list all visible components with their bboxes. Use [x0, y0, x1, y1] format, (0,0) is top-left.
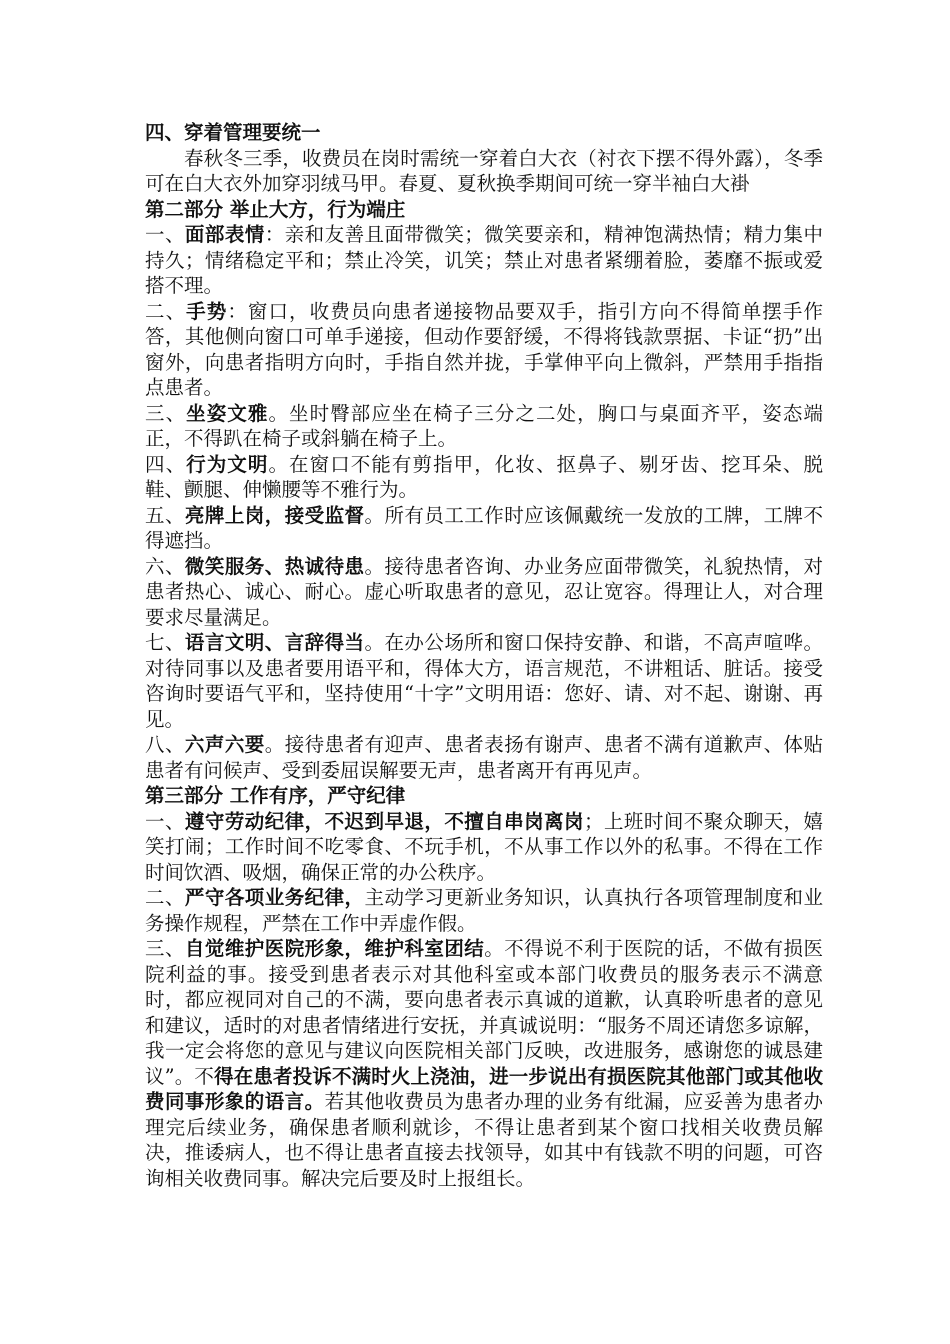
item-text-continued: 若其他收费员为患者办理的业务有纰漏，应妥善为患者办理完后续业务，确保患者顺利就诊，不得让患者到某个窗口找相关收费员解决，推诿病人，也不得让患者直接去找领导，如其中有钱款不明的问题，可咨询相关收费同事。解决完后要及时上报组长。 — [145, 1090, 823, 1190]
item-number: 一、 — [145, 809, 185, 833]
part-2-item-8 — [145, 732, 823, 783]
item-text: 。在窗口不能有剪指甲，化妆、抠鼻子、剔牙齿、挖耳朵、脱鞋、颤腿、伸懒腰等不雅行为。 — [145, 452, 823, 501]
item-text: 。坐时臀部应坐在椅子三分之二处，胸口与桌面齐平，姿态端正，不得趴在椅子或斜躺在椅子上。 — [145, 401, 823, 450]
item-bold-title: 严守各项业务纪律， — [184, 886, 365, 909]
item-bold-title: 亮牌上岗，接受监督 — [184, 503, 365, 527]
part-2-item-3 — [145, 401, 823, 452]
item-number: 五、 — [145, 503, 185, 527]
item-number: 六、 — [145, 554, 185, 578]
document-page — [145, 120, 823, 1191]
part-2-title: 第二部分 举止大方，行为端庄 — [145, 197, 406, 221]
part-2-item-1 — [145, 222, 823, 299]
item-number: 七、 — [145, 631, 185, 654]
item-text: ；上班时间不聚众聊天，嬉笑打闹；工作时间不吃零食、不玩手机，不从事工作以外的私事。不得在工作时间饮酒、吸烟，确保正常的办公秩序。 — [145, 809, 823, 884]
item-number: 三、 — [145, 401, 187, 425]
section-4-body: 春秋冬三季，收费员在岗时需统一穿着白大衣（衬衣下摆不得外露），冬季可在白大衣外加穿羽绒马甲。春夏、夏秋换季期间可统一穿半袖白大褂 — [145, 146, 823, 195]
part-2-item-5 — [145, 503, 823, 554]
item-bold-title: 微笑服务、热诚待患 — [184, 554, 365, 578]
item-bold-title: 语言文明、言辞得当 — [184, 631, 365, 654]
part-3-item-1 — [145, 809, 823, 886]
item-bold-title: 自觉维护医院形象，维护科室团结 — [184, 937, 485, 960]
item-text: 。不得说不利于医院的话，不做有损医院利益的事。接受到患者表示对其他科室或本部门收费员的服务表示不满意时，都应视同对自己的不满，要向患者表示真诚的道歉，认真聆听患者的意见和建议，适时的对患者情绪进行安抚，并真诚说明：“服务不周还请您多谅解，我一定会将您的意见与建议向医院相关部门反映，改进服务，感谢您的诚恳建议”。不 — [145, 937, 823, 1088]
item-text: 。所有员工工作时应该佩戴统一发放的工牌，工牌不得遮挡。 — [145, 503, 823, 552]
item-bold-title: 遵守劳动纪律，不迟到早退，不擅自串岗离岗 — [184, 809, 584, 833]
item-bold-title: 手势 — [186, 299, 228, 323]
item-number: 三、 — [145, 937, 185, 960]
item-text: 。在办公场所和窗口保持安静、和谐，不高声喧哗。对待同事以及患者要用语平和，得体大方，语言规范，不讲粗话、脏话。接受咨询时要语气平和，坚持使用“十字”文明用语：您好、请、对不起、谢谢、再见。 — [145, 631, 823, 731]
item-number: 二、 — [145, 299, 187, 323]
part-2-item-2 — [145, 299, 823, 401]
part-3-item-2 — [145, 885, 823, 936]
part-3-item-3 — [145, 936, 823, 1191]
part-3-title: 第三部分 工作有序，严守纪律 — [145, 784, 406, 807]
item-bold-title: 坐姿文雅 — [186, 401, 269, 425]
section-4-title: 四、穿着管理要统一 — [145, 121, 321, 144]
item-text: 。接待患者咨询、办业务应面带微笑，礼貌热情，对患者热心、诚心、耐心。虚心听取患者的意见，忍让宽容。得理让人，对合理要求尽量满足。 — [145, 554, 823, 629]
part-2-item-7 — [145, 630, 823, 732]
part-2-item-4 — [145, 452, 823, 503]
item-number: 八、 — [145, 733, 185, 756]
item-bold-title: 六声六要 — [184, 733, 265, 756]
part-3-list — [145, 809, 823, 937]
item-text: 主动学习更新业务知识，认真执行各项管理制度和业务操作规程，严禁在工作中弄虚作假。 — [145, 886, 823, 935]
item-bold-title: 行为文明 — [186, 452, 269, 476]
item-text: ：亲和友善且面带微笑；微笑要亲和，精神饱满热情；精力集中持久；情绪稳定平和；禁止冷笑，讥笑；禁止对患者紧绷着脸，萎靡不振或爱搭不理。 — [145, 223, 823, 297]
item-number: 一、 — [145, 223, 185, 246]
item-bold-title: 面部表情 — [184, 223, 265, 246]
part-2-list — [145, 222, 823, 783]
part-2-item-6 — [145, 554, 823, 631]
item-number: 二、 — [145, 886, 185, 909]
item-number: 四、 — [145, 452, 187, 476]
item-text: ：窗口，收费员向患者递接物品要双手，指引方向不得简单摆手作答，其他侧向窗口可单手递接，但动作要舒缓，不得将钱款票据、卡证“扔”出窗外，向患者指明方向时，手指自然并拢，手掌伸平向上微斜，严禁用手指指点患者。 — [145, 299, 823, 399]
item-bold-emphasis: 得在患者投诉不满时火上浇油，进一步说出有损医院其他部门或其他收费同事形象的语言。 — [145, 1064, 823, 1113]
item-text: 。接待患者有迎声、患者表扬有谢声、患者不满有道歉声、体贴患者有问候声、受到委屈误解要无声，患者离开有再见声。 — [145, 733, 823, 782]
